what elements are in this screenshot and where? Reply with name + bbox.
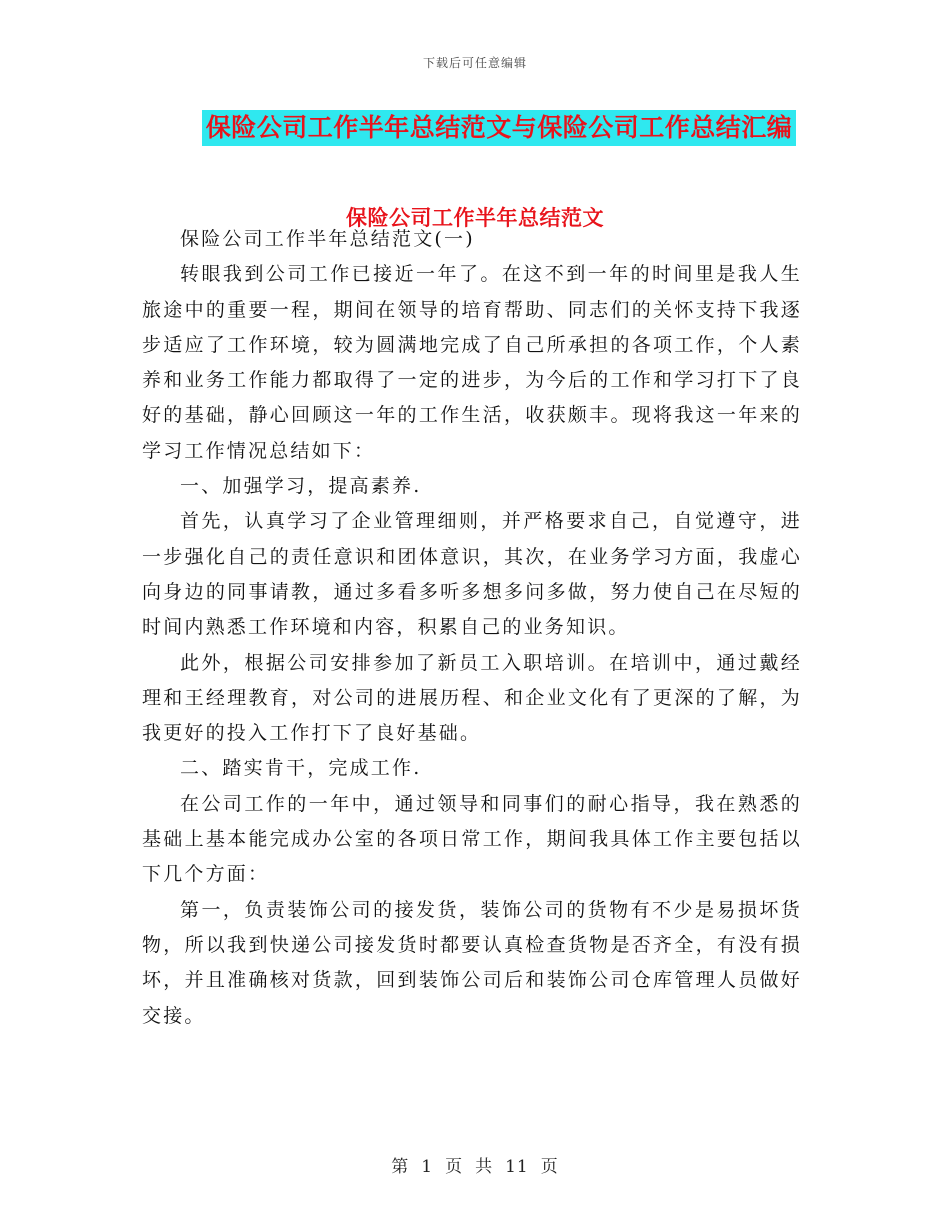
- page-number: 1: [421, 1157, 434, 1177]
- header-note: 下载后可任意编辑: [422, 56, 527, 70]
- paragraph: 转眼我到公司工作已接近一年了。在这不到一年的时间里是我人生旅途中的重要一程，期间在领导的培育帮助、同志们的关怀支持下我逐步适应了工作环境，较为圆满地完成了自己所承担的各项工作，个人素养和业务工作能力都取得了一定的进步，为今后的工作和学习打下了良好的基础，静心回顾这一年的工作生活，收获颇丰。现将我这一年来的学习工作情况总结如下：: [142, 263, 802, 462]
- paragraph: 保险公司工作半年总结范文(一): [180, 228, 475, 250]
- footer-label: 页: [445, 1157, 464, 1177]
- paragraph: 第一，负责装饰公司的接发货，装饰公司的货物有不少是易损坏货物，所以我到快递公司接发货时都要认真检查货物是否齐全，有没有损坏，并且准确核对货款，回到装饰公司后和装饰公司仓库管理人员做好交接。: [142, 898, 802, 1027]
- paragraph: 在公司工作的一年中，通过领导和同事们的耐心指导，我在熟悉的基础上基本能完成办公室的各项日常工作，期间我具体工作主要包括以下几个方面：: [142, 792, 802, 886]
- section-title: 保险公司工作半年总结范文: [346, 205, 604, 230]
- footer-label: 共: [475, 1157, 494, 1177]
- paragraph: 此外，根据公司安排参加了新员工入职培训。在培训中，通过戴经理和王经理教育，对公司的进展历程、和企业文化有了更深的了解，为我更好的投入工作打下了良好基础。: [142, 651, 802, 745]
- footer-label: 页: [540, 1157, 559, 1177]
- paragraph: 首先，认真学习了企业管理细则，并严格要求自己，自觉遵守，进一步强化自己的责任意识和团体意识，其次，在业务学习方面，我虚心向身边的同事请教，通过多看多听多想多问多做，努力使自己在尽短的时间内熟悉工作环境和内容，积累自己的业务知识。: [142, 510, 802, 639]
- footer-label: 第: [391, 1157, 410, 1177]
- paragraph: 二、踏实肯干，完成工作.: [180, 757, 422, 780]
- main-title-container: [0, 110, 950, 146]
- paragraph: 一、加强学习，提高素养.: [180, 475, 422, 498]
- document-body: [142, 222, 802, 1034]
- page-footer: [0, 1152, 950, 1177]
- total-pages: 11: [505, 1157, 529, 1177]
- main-title: 保险公司工作半年总结范文与保险公司工作总结汇编: [202, 110, 797, 146]
